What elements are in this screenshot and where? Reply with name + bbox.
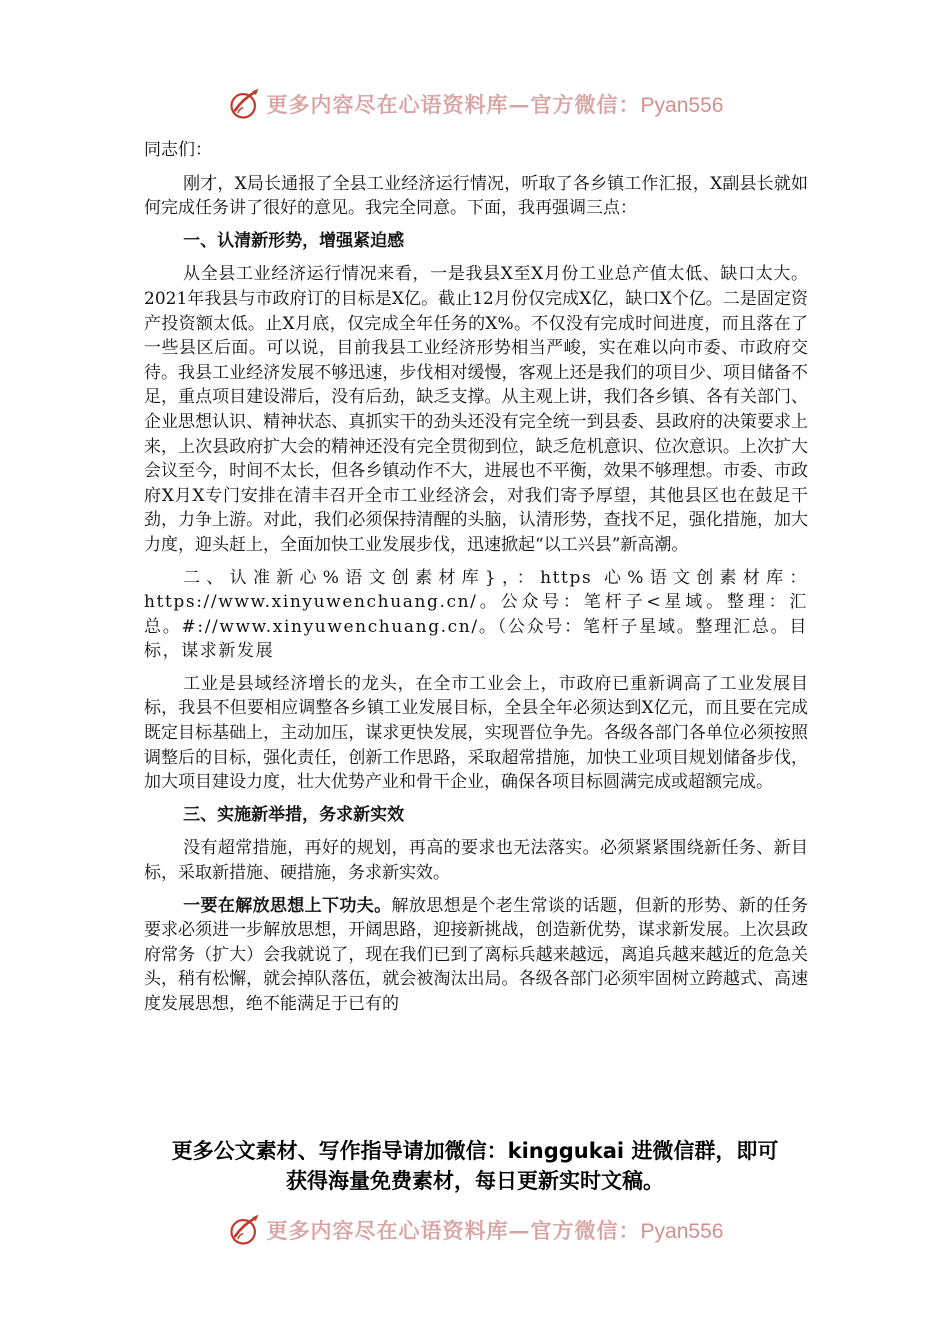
- promo-line-2: 获得海量免费素材，每日更新实时文稿。: [286, 1169, 664, 1193]
- section-1-paragraph: 从全县工业经济运行情况来看，一是我县X至X月份工业总产值太低、缺口太大。2021年我县与市政府订的目标是X亿。截止12月份仅完成X亿，缺口X个亿。二是固定资产投资额太低。止X月底，仅完成全年任务的X%。不仅没有完成时间进度，而且落在了一些县区后面。可以说，目前我县工业经济形势相当严峻，实在难以向市委、市政府交待。我县工业经济发展不够迅速，步伐相对缓慢，客观上还是我们的项目少、项目储备不足，重点项目建设滞后，没有后劲，缺乏支撑。从主观上讲，我们各乡镇、各有关部门、企业思想认识、精神状态、真抓实干的劲头还没有完全统一到县委、县政府的决策要求上来，上次县政府扩大会的精神还没有完全贯彻到位，缺乏危机意识、位次意识。上次扩大会议至今，时间不太长，但各乡镇动作不大，进展也不平衡，效果不够理想。市委、市政府X月X专门安排在清丰召开全市工业经济会，对我们寄予厚望，其他县区也在鼓足干劲，力争上游。对此，我们必须保持清醒的头脑，认清形势，查找不足，强化措施，加大力度，迎头赶上，全面加快工业发展步伐，迅速掀起“以工兴县”新高潮。: [144, 264, 808, 555]
- salutation: 同志们：: [144, 140, 212, 160]
- banner-text: 更多内容尽在心语资料库—官方微信：Pyan556: [266, 92, 724, 117]
- section-3-paragraph: 没有超常措施，再好的规划，再高的要求也无法落实。必须紧紧围绕新任务、新目标，采取新措施、硬措施，务求新实效。: [144, 838, 808, 884]
- intro-paragraph: 刚才，X局长通报了全县工业经济运行情况，听取了各乡镇工作汇报，X副县长就如何完成任务讲了很好的意见。我完全同意。下面，我再强调三点：: [144, 173, 808, 219]
- banner-wechat-id: Pyan556: [640, 94, 724, 117]
- pen-logo-icon: [227, 1212, 263, 1248]
- point-1-paragraph: [144, 894, 808, 1017]
- section-2-heading: 二、认准新心%语文创素材库}，：https 心%语文创素材库：https://www.xinyuwenchuang.cn/。公众号：笔杆子<星域。整理：汇总。#://www.xinyuwenchuang.cn/。（公众号：笔杆子星域。整理汇总。目标，谋求新发展: [144, 567, 808, 662]
- banner-text: 更多内容尽在心语资料库—官方微信：Pyan556: [266, 1218, 724, 1243]
- point-1-body: 解放思想是个老生常谈的话题，但新的形势、新的任务要求必须进一步解放思想，开阔思路，迎接新挑战，创造新优势，谋求新发展。上次县政府常务（扩大）会我就说了，现在我们已到了离标兵越来越远，离追兵越来越近的危急关头，稍有松懈，就会掉队落伍，就会被淘汰出局。各级各部门必须牢固树立跨越式、高速度发展思想，绝不能满足于已有的: [144, 895, 809, 1014]
- point-1-lead: 一要在解放思想上下功夫。: [183, 895, 392, 916]
- section-3-heading: 三、实施新举措，务求新实效: [183, 804, 405, 825]
- pen-logo-icon: [227, 86, 263, 122]
- document-body: [144, 138, 808, 1017]
- footer-banner: [0, 1210, 950, 1250]
- promo-notice: [0, 1136, 950, 1196]
- section-2-paragraph: 工业是县域经济增长的龙头，在全市工业会上，市政府已重新调高了工业发展目标，我县不但要相应调整各乡镇工业发展目标，全县全年必须达到X亿元，而且要在完成既定目标基础上，主动加压，谋求更快发展，实现晋位争先。各级各部门各单位必须按照调整后的目标，强化责任，创新工作思路，采取超常措施，加快工业项目规划储备步伐，加大项目建设力度，壮大优势产业和骨干企业，确保各项目标圆满完成或超额完成。: [144, 673, 808, 793]
- header-banner: [0, 84, 950, 124]
- promo-line-1: 更多公文素材、写作指导请加微信：kinggukai 进微信群，即可: [171, 1139, 779, 1163]
- banner-wechat-id: Pyan556: [640, 1220, 724, 1243]
- section-1-heading: 一、认清新形势，增强紧迫感: [183, 230, 405, 251]
